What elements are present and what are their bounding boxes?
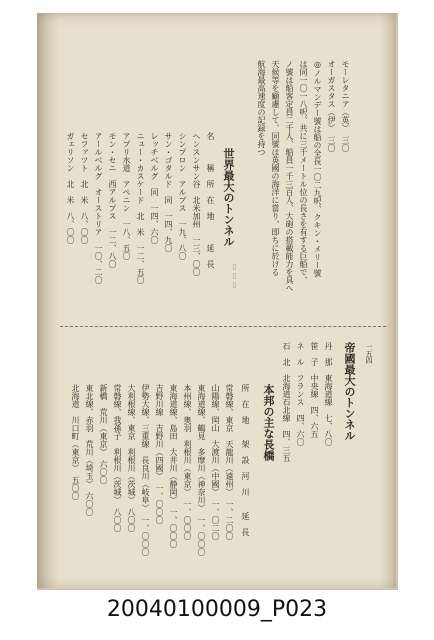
page-number: 一五四	[365, 343, 373, 364]
bridge-row: 常磐線、我孫子 利根川（茨城） 八〇〇	[113, 384, 122, 532]
scan-identifier-caption: 20040100009_P023	[106, 597, 328, 622]
tunnel-row: アプリ水道 アペニン 一八、五〇	[122, 132, 131, 260]
bridge-row: 本州線、奥羽 利根川（東京） 一、〇〇〇	[183, 384, 192, 540]
section-title-world-tunnels: 世界最大のトンネル	[222, 148, 235, 247]
bridge-row: 新橋 荒川（東京） 六〇〇	[99, 384, 108, 484]
imperial-tunnel-row: ネ ル フランス 四、六〇	[296, 342, 305, 446]
bridge-table-header: 所 在 地 架 設 河 川 延 長	[241, 384, 250, 536]
note-line-4: 天候等を顧慮して、同號は英國の海洋に當り、即ちに於ける	[271, 60, 280, 276]
bridge-row: 伊勢大線、三重線 長良川（岐阜） 一、〇〇〇	[141, 384, 150, 556]
page-edge-shadow	[380, 13, 396, 588]
bridge-row: 東海道線、島田 大井川（静岡） 一、〇〇〇	[169, 384, 178, 548]
section-title-imperial-tunnels: 帝國最大のトンネル	[343, 342, 356, 441]
bridge-row: 大利根線、東京 利根川（茨城） 八〇〇	[127, 384, 136, 532]
page-gutter-shadow	[37, 13, 59, 588]
tunnel-row: ヘンスンサン谷 北米加州 一三、〇〇	[192, 132, 201, 276]
bridge-row: 山陽線、岡山 大渡川（中國） 一、〇二〇	[211, 384, 220, 540]
tunnel-row: ガェリソン 北 米 八、〇〇	[66, 132, 75, 244]
top-right-line-1: モーレタニア（英） 三〇	[341, 60, 350, 152]
bridge-row: 常磐線、東京 天龍川（遠州） 一、二〇〇	[225, 384, 234, 540]
top-right-line-2: オーガスタス（伊） 三〇	[327, 60, 336, 152]
tunnel-table-header: 名 稱 所 在 地 延 長	[206, 132, 215, 268]
section-divider	[60, 326, 386, 327]
tunnel-row: モン・セニ 西アルプス 一二、八〇	[108, 132, 117, 268]
note-line-3: ノ號は船客定員二千人、船員一千三百人、大砲の搭載能力を具へ	[285, 60, 294, 292]
note-line-2: は同一〇一八呎、共に三千メートル位の長さを有する巨船で、	[299, 60, 308, 284]
tunnel-row: レッチベルグ 同 一四、六〇	[150, 132, 159, 244]
tunnel-row: ニュー・カスケード 北 米 一二、五〇	[136, 132, 145, 284]
bridge-row: 吉野川線 吉野川（四國） 一、〇〇〇	[155, 384, 164, 524]
bridge-row: 東海道線、鶴見 多摩川（神奈川） 一、〇〇〇	[197, 384, 206, 556]
imperial-tunnel-row: 丹 那 東海道線 七、八〇	[324, 342, 333, 446]
imperial-tunnel-row: 笹 子 中央線 四、六五	[310, 342, 319, 438]
note-line-1: ◎ノルマンデー號は船の全長一〇二九呎、クキン・メリー號	[313, 60, 322, 277]
bleed-through-text: ▯▯▯	[230, 262, 239, 289]
tunnel-row: アールベルグ オーストリア 一〇、二〇	[94, 132, 103, 284]
note-line-6	[243, 60, 252, 156]
imperial-tunnel-row: 石 北 北海道石北線 四、三五	[282, 342, 291, 462]
tunnel-row: シンプロン アルプス 一九、八〇	[178, 132, 187, 260]
bridge-row: 東北線、赤羽 荒川（埼玉） 六〇〇	[85, 384, 94, 516]
note-line-5: 航海最高速度の記録を持つ	[257, 60, 266, 156]
tunnel-row: セファツト 北 米 八、〇〇	[80, 132, 89, 244]
section-title-bridges: 本邦の主な長橋	[262, 384, 275, 461]
bridge-row: 北海道 川口町（東京） 五〇〇	[71, 384, 80, 500]
tunnel-row: サン・ゴタルド 同 一四、九〇	[164, 132, 173, 252]
